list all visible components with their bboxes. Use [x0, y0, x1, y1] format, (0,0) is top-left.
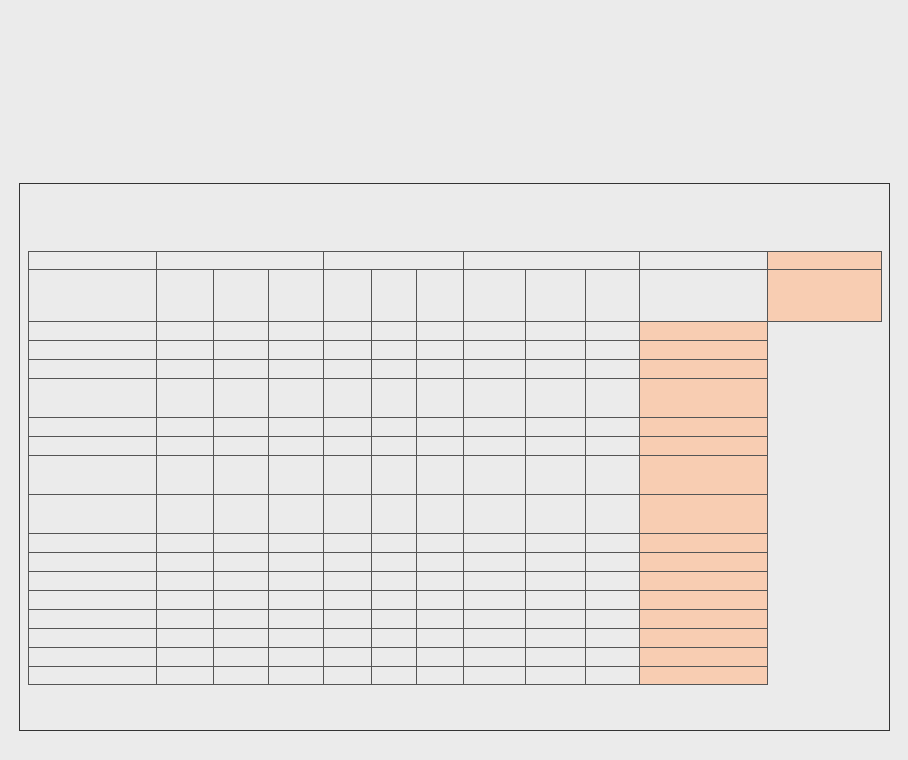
cell-donkeys — [269, 648, 324, 667]
cell-sheikh — [586, 534, 640, 553]
cell-component — [640, 572, 768, 591]
col-tents — [586, 270, 640, 322]
cell-cattle — [29, 495, 157, 534]
cell-infantry — [464, 322, 526, 341]
cell-component — [640, 341, 768, 360]
cell-donkeys — [269, 437, 324, 456]
cell-cattle — [29, 341, 157, 360]
cell-infantry — [464, 610, 526, 629]
cell-camels — [372, 418, 417, 437]
cell-sheep — [214, 456, 269, 495]
cell-camels — [372, 495, 417, 534]
cell-mules — [324, 648, 372, 667]
cell-sheikh — [586, 322, 640, 341]
cell-camels — [372, 572, 417, 591]
cell-sheep — [214, 437, 269, 456]
cell-horsemen — [417, 629, 464, 648]
cell-component — [640, 379, 768, 418]
cell-sheikh — [586, 495, 640, 534]
col-goats — [214, 270, 269, 322]
cell-mules — [324, 379, 372, 418]
cell-sheep — [214, 418, 269, 437]
total-cattle — [29, 667, 157, 685]
cell-goats — [157, 629, 214, 648]
cell-horsemen — [417, 648, 464, 667]
cell-tents — [526, 629, 586, 648]
cell-component — [640, 360, 768, 379]
cell-cattle — [29, 437, 157, 456]
cell-camels — [372, 341, 417, 360]
cell-infantry — [464, 553, 526, 572]
table-row — [29, 379, 882, 418]
cell-cattle — [29, 553, 157, 572]
cell-donkeys — [269, 456, 324, 495]
cell-donkeys — [269, 534, 324, 553]
cell-camels — [372, 534, 417, 553]
cell-cattle — [29, 591, 157, 610]
total-camels — [372, 667, 417, 685]
table-row — [29, 591, 882, 610]
cell-donkeys — [269, 553, 324, 572]
table-row — [29, 341, 882, 360]
cell-tents — [526, 495, 586, 534]
cell-sheikh — [586, 341, 640, 360]
table-row — [29, 572, 882, 591]
cell-component — [640, 629, 768, 648]
cell-horsemen — [417, 322, 464, 341]
cell-cattle — [29, 610, 157, 629]
cell-camels — [372, 591, 417, 610]
col-sheep — [269, 270, 324, 322]
cell-component — [640, 648, 768, 667]
cell-sheikh — [586, 648, 640, 667]
col-camels — [417, 270, 464, 322]
total-mules — [324, 667, 372, 685]
cell-donkeys — [269, 341, 324, 360]
cell-tents — [526, 379, 586, 418]
table-row — [29, 553, 882, 572]
total-tents — [526, 667, 586, 685]
col-horsemen — [464, 270, 526, 322]
cell-sheikh — [586, 629, 640, 648]
cell-cattle — [29, 418, 157, 437]
cell-sheikh — [586, 360, 640, 379]
col-components — [768, 270, 882, 322]
cell-horsemen — [417, 495, 464, 534]
col-mules — [372, 270, 417, 322]
cell-goats — [157, 610, 214, 629]
cell-mules — [324, 629, 372, 648]
cell-infantry — [464, 360, 526, 379]
cell-sheep — [214, 610, 269, 629]
table-row — [29, 456, 882, 495]
cell-sheep — [214, 495, 269, 534]
column-header-row — [29, 270, 882, 322]
cell-infantry — [464, 648, 526, 667]
cell-mules — [324, 437, 372, 456]
cell-infantry — [464, 456, 526, 495]
cell-horsemen — [417, 591, 464, 610]
table-row — [29, 322, 882, 341]
cell-goats — [157, 341, 214, 360]
cell-horsemen — [417, 534, 464, 553]
cell-component — [640, 591, 768, 610]
cell-sheikh — [586, 418, 640, 437]
cell-sheep — [214, 572, 269, 591]
cell-horsemen — [417, 418, 464, 437]
total-horsemen — [417, 667, 464, 685]
col-donkeys — [324, 270, 372, 322]
count-header-livestock — [157, 252, 324, 270]
cell-donkeys — [269, 379, 324, 418]
cell-mules — [324, 534, 372, 553]
cell-donkeys — [269, 418, 324, 437]
cell-sheikh — [586, 610, 640, 629]
cell-infantry — [464, 437, 526, 456]
cell-mules — [324, 341, 372, 360]
cell-goats — [157, 456, 214, 495]
cell-goats — [157, 418, 214, 437]
cell-tents — [526, 456, 586, 495]
cell-component — [640, 418, 768, 437]
table-row — [29, 437, 882, 456]
cell-mules — [324, 572, 372, 591]
group-header-row — [29, 252, 882, 270]
cell-donkeys — [269, 495, 324, 534]
cell-cattle — [29, 572, 157, 591]
cell-goats — [157, 379, 214, 418]
cell-sheep — [214, 534, 269, 553]
table-row — [29, 648, 882, 667]
cell-donkeys — [269, 322, 324, 341]
cell-goats — [157, 553, 214, 572]
cell-horsemen — [417, 360, 464, 379]
col-sheikhs — [640, 270, 768, 322]
cell-sheikh — [586, 572, 640, 591]
cell-goats — [157, 534, 214, 553]
cell-infantry — [464, 572, 526, 591]
cell-sheikh — [586, 591, 640, 610]
cell-infantry — [464, 418, 526, 437]
cell-mules — [324, 553, 372, 572]
cell-sheep — [214, 322, 269, 341]
cell-mules — [324, 322, 372, 341]
cell-infantry — [464, 591, 526, 610]
cell-camels — [372, 553, 417, 572]
cell-cattle — [29, 648, 157, 667]
totals-row — [29, 667, 882, 685]
cell-camels — [372, 648, 417, 667]
cell-goats — [157, 437, 214, 456]
statistics-frame — [19, 183, 890, 731]
cell-sheikh — [586, 379, 640, 418]
cell-infantry — [464, 534, 526, 553]
table-row — [29, 360, 882, 379]
cell-camels — [372, 322, 417, 341]
cell-sheep — [214, 553, 269, 572]
total-goats — [157, 667, 214, 685]
cell-infantry — [464, 341, 526, 360]
cell-horsemen — [417, 341, 464, 360]
cell-tents — [526, 610, 586, 629]
cell-mules — [324, 591, 372, 610]
cell-horsemen — [417, 437, 464, 456]
cell-tents — [526, 572, 586, 591]
col-cattle — [157, 270, 214, 322]
cell-cattle — [29, 360, 157, 379]
cell-sheep — [214, 360, 269, 379]
cell-goats — [157, 495, 214, 534]
cell-donkeys — [269, 591, 324, 610]
cell-sheep — [214, 629, 269, 648]
cell-tents — [526, 648, 586, 667]
cell-tents — [526, 418, 586, 437]
table-row — [29, 610, 882, 629]
cell-sheep — [214, 341, 269, 360]
total-sheep — [214, 667, 269, 685]
cell-horsemen — [417, 610, 464, 629]
cell-donkeys — [269, 629, 324, 648]
total-label — [640, 667, 768, 685]
cell-mules — [324, 495, 372, 534]
cell-tents — [526, 360, 586, 379]
count-header-people — [464, 252, 640, 270]
cell-component — [640, 495, 768, 534]
cell-tents — [526, 437, 586, 456]
cell-camels — [372, 456, 417, 495]
cell-tents — [526, 534, 586, 553]
cell-tents — [526, 322, 586, 341]
cell-goats — [157, 360, 214, 379]
table-row — [29, 629, 882, 648]
cell-sheikh — [586, 553, 640, 572]
total-empty — [586, 667, 640, 685]
cell-camels — [372, 629, 417, 648]
cell-tents — [526, 591, 586, 610]
cell-component — [640, 553, 768, 572]
table-row — [29, 418, 882, 437]
empty-component-header-cell — [768, 252, 882, 270]
cell-cattle — [29, 629, 157, 648]
cell-mules — [324, 360, 372, 379]
misc-header — [29, 252, 157, 270]
cell-mules — [324, 610, 372, 629]
count-header-animals — [324, 252, 464, 270]
cell-camels — [372, 437, 417, 456]
cell-camels — [372, 379, 417, 418]
cell-cattle — [29, 322, 157, 341]
cell-donkeys — [269, 360, 324, 379]
cell-tents — [526, 553, 586, 572]
cell-sheep — [214, 591, 269, 610]
cell-cattle — [29, 456, 157, 495]
cell-sheep — [214, 379, 269, 418]
cell-component — [640, 610, 768, 629]
cell-component — [640, 534, 768, 553]
cell-infantry — [464, 629, 526, 648]
empty-header-cell — [640, 252, 768, 270]
cell-goats — [157, 322, 214, 341]
cell-sheep — [214, 648, 269, 667]
cell-component — [640, 456, 768, 495]
cell-component — [640, 437, 768, 456]
cell-camels — [372, 610, 417, 629]
cell-goats — [157, 648, 214, 667]
cell-horsemen — [417, 572, 464, 591]
cell-goats — [157, 591, 214, 610]
notes-cell — [29, 270, 157, 322]
cell-mules — [324, 456, 372, 495]
cell-infantry — [464, 379, 526, 418]
table-row — [29, 495, 882, 534]
cell-sheikh — [586, 456, 640, 495]
statistics-table — [28, 251, 882, 685]
col-infantry — [526, 270, 586, 322]
table-row — [29, 534, 882, 553]
cell-sheikh — [586, 437, 640, 456]
total-donkeys — [269, 667, 324, 685]
cell-donkeys — [269, 610, 324, 629]
total-infantry — [464, 667, 526, 685]
cell-horsemen — [417, 456, 464, 495]
cell-goats — [157, 572, 214, 591]
cell-horsemen — [417, 553, 464, 572]
cell-horsemen — [417, 379, 464, 418]
cell-donkeys — [269, 572, 324, 591]
cell-tents — [526, 341, 586, 360]
cell-camels — [372, 360, 417, 379]
cell-cattle — [29, 534, 157, 553]
cell-infantry — [464, 495, 526, 534]
cell-cattle — [29, 379, 157, 418]
cell-mules — [324, 418, 372, 437]
cell-component — [640, 322, 768, 341]
